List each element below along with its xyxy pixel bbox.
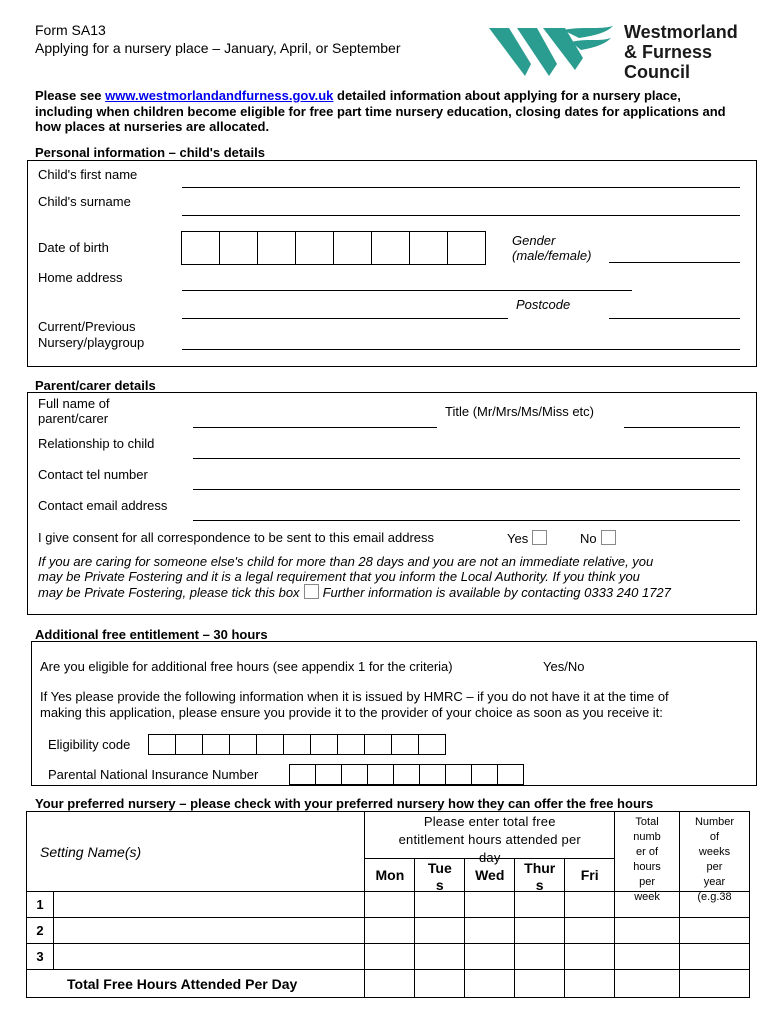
- dob-digit[interactable]: [182, 232, 220, 264]
- table-row: [27, 918, 750, 944]
- tel-label: Contact tel number: [38, 467, 148, 482]
- weeks-cell[interactable]: [680, 918, 750, 944]
- year-total-cell[interactable]: [680, 970, 750, 998]
- wed-cell[interactable]: [465, 918, 515, 944]
- parent-section-heading: Parent/carer details: [35, 378, 156, 393]
- fri-cell[interactable]: [565, 892, 615, 918]
- code-digit[interactable]: [203, 735, 230, 754]
- total-hours-cell[interactable]: [615, 944, 680, 970]
- consent-yes: [507, 530, 547, 546]
- tue-cell[interactable]: [415, 918, 465, 944]
- total-row: [27, 970, 750, 998]
- thur-cell[interactable]: [515, 892, 565, 918]
- child-surname-field[interactable]: [182, 215, 740, 216]
- thur-cell[interactable]: [515, 918, 565, 944]
- parent-name-field[interactable]: [193, 427, 437, 428]
- code-digit[interactable]: [338, 735, 365, 754]
- thur-header: Thur s: [515, 859, 565, 892]
- code-digit[interactable]: [419, 735, 445, 754]
- fostering-checkbox[interactable]: [304, 584, 319, 599]
- wed-cell[interactable]: [465, 944, 515, 970]
- ni-digit[interactable]: [446, 765, 472, 784]
- fostering-text-3: [38, 584, 671, 600]
- dob-digit[interactable]: [448, 232, 485, 264]
- eligible-question: Are you eligible for additional free hours (see appendix 1 for the criteria): [40, 659, 453, 674]
- dob-digit[interactable]: [296, 232, 334, 264]
- child-section-heading: Personal information – child's details: [35, 145, 265, 160]
- form-code: Form SA13: [35, 22, 106, 38]
- week-total-cell[interactable]: [615, 970, 680, 998]
- ni-digit[interactable]: [368, 765, 394, 784]
- mon-total-cell[interactable]: [365, 970, 415, 998]
- intro-text: Please see www.westmorlandandfurness.gov.uk detailed information about applying for a nursery place, including when children become eligible for free part time nursery education, closing dates for applications and how places at nurseries are allocated.: [35, 88, 726, 134]
- ni-digit[interactable]: [290, 765, 316, 784]
- council-logo-icon: [487, 24, 615, 80]
- ni-digit[interactable]: [498, 765, 523, 784]
- total-hours-week-header: Total numb er of hours per week: [615, 812, 680, 892]
- entitlement-info-1: If Yes please provide the following information when it is issued by HMRC – if you do not have it at the time of: [40, 689, 669, 704]
- nursery-label-2: Nursery/playgroup: [38, 335, 145, 350]
- mon-cell[interactable]: [365, 944, 415, 970]
- dob-label: Date of birth: [38, 240, 109, 255]
- home-address-field-2[interactable]: [182, 318, 508, 319]
- ni-number-label: Parental National Insurance Number: [48, 767, 259, 782]
- row-number: 1: [27, 892, 54, 918]
- setting-name-cell[interactable]: [53, 944, 364, 970]
- thur-total-cell[interactable]: [515, 970, 565, 998]
- mon-cell[interactable]: [365, 918, 415, 944]
- hours-per-day-header: Please enter total free entitlement hours attended per day: [365, 812, 615, 859]
- wed-total-cell[interactable]: [465, 970, 515, 998]
- code-digit[interactable]: [311, 735, 338, 754]
- ni-digit[interactable]: [394, 765, 420, 784]
- form-subtitle: Applying for a nursery place – January, April, or September: [35, 40, 401, 56]
- home-address-label: Home address: [38, 270, 123, 285]
- gender-field[interactable]: [609, 262, 740, 263]
- tue-header: Tue s: [415, 859, 465, 892]
- code-digit[interactable]: [230, 735, 257, 754]
- relationship-field[interactable]: [193, 458, 740, 459]
- wed-header: Wed: [465, 859, 515, 892]
- fri-cell[interactable]: [565, 944, 615, 970]
- nursery-heading: Your preferred nursery – please check with your preferred nursery how they can offer the free hours: [35, 796, 654, 811]
- dob-digit[interactable]: [410, 232, 448, 264]
- dob-digit[interactable]: [334, 232, 372, 264]
- council-website-link[interactable]: www.westmorlandandfurness.gov.uk: [105, 88, 334, 103]
- dob-digit[interactable]: [258, 232, 296, 264]
- weeks-per-year-header: Number of weeks per year (e.g.38: [680, 812, 750, 892]
- consent-no-label: No: [580, 531, 597, 546]
- mon-cell[interactable]: [365, 892, 415, 918]
- title-field[interactable]: [624, 427, 740, 428]
- tue-cell[interactable]: [415, 892, 465, 918]
- postcode-field[interactable]: [609, 318, 740, 319]
- setting-name-cell[interactable]: [53, 918, 364, 944]
- ni-digit[interactable]: [420, 765, 446, 784]
- mon-header: Mon: [365, 859, 415, 892]
- code-digit[interactable]: [149, 735, 176, 754]
- consent-no: [580, 530, 616, 546]
- code-digit[interactable]: [176, 735, 203, 754]
- code-digit[interactable]: [257, 735, 284, 754]
- relationship-label: Relationship to child: [38, 436, 155, 451]
- row-number: 3: [27, 944, 54, 970]
- dob-digit[interactable]: [220, 232, 258, 264]
- fostering-text-1: If you are caring for someone else's child for more than 28 days and you are not an immediate relative, you: [38, 554, 654, 569]
- eligible-yes-no[interactable]: Yes/No: [543, 659, 585, 674]
- consent-label: I give consent for all correspondence to be sent to this email address: [38, 530, 434, 545]
- row-number: 2: [27, 918, 54, 944]
- ni-digit[interactable]: [472, 765, 498, 784]
- dob-digit[interactable]: [372, 232, 410, 264]
- ni-digit[interactable]: [342, 765, 368, 784]
- consent-no-checkbox[interactable]: [601, 530, 616, 545]
- fostering-text-2: may be Private Fostering and it is a legal requirement that you inform the Local Authority. If you think you: [38, 569, 640, 584]
- previous-nursery-field[interactable]: [182, 349, 740, 350]
- tue-cell[interactable]: [415, 944, 465, 970]
- gender-hint: (male/female): [512, 248, 592, 263]
- ni-digit[interactable]: [316, 765, 342, 784]
- thur-cell[interactable]: [515, 944, 565, 970]
- entitlement-heading: Additional free entitlement – 30 hours: [35, 627, 268, 642]
- wed-cell[interactable]: [465, 892, 515, 918]
- code-digit[interactable]: [284, 735, 311, 754]
- parent-name-label-2: parent/carer: [38, 411, 109, 426]
- ni-number-field[interactable]: [289, 764, 524, 785]
- fri-cell[interactable]: [565, 918, 615, 944]
- email-field[interactable]: [193, 520, 740, 521]
- consent-yes-checkbox[interactable]: [532, 530, 547, 545]
- gender-label: Gender: [512, 233, 556, 248]
- home-address-field-1[interactable]: [182, 290, 632, 291]
- weeks-cell[interactable]: [680, 944, 750, 970]
- nursery-label-1: Current/Previous: [38, 319, 136, 334]
- postcode-label: Postcode: [516, 297, 571, 312]
- code-digit[interactable]: [365, 735, 392, 754]
- tel-field[interactable]: [193, 489, 740, 490]
- preferred-nursery-table: [26, 811, 750, 998]
- entitlement-info-2: making this application, please ensure you provide it to the provider of your choice as soon as you receive it:: [40, 705, 663, 720]
- fri-total-cell[interactable]: [565, 970, 615, 998]
- fostering-contact: Further information is available by contacting 0333 240 1727: [322, 585, 671, 600]
- title-label: Title (Mr/Mrs/Ms/Miss etc): [445, 404, 594, 419]
- fostering-prompt: may be Private Fostering, please tick this box: [38, 585, 300, 600]
- consent-yes-label: Yes: [507, 531, 529, 546]
- table-row: [27, 944, 750, 970]
- eligibility-code-label: Eligibility code: [48, 737, 131, 752]
- parent-name-label-1: Full name of: [38, 396, 110, 411]
- code-digit[interactable]: [392, 735, 419, 754]
- child-first-name-field[interactable]: [182, 187, 740, 188]
- child-surname-label: Child's surname: [38, 194, 131, 209]
- tue-total-cell[interactable]: [415, 970, 465, 998]
- total-hours-cell[interactable]: [615, 918, 680, 944]
- fri-header: Fri: [565, 859, 615, 892]
- child-first-name-label: Child's first name: [38, 167, 138, 182]
- eligibility-code-field[interactable]: [148, 734, 446, 755]
- setting-name-cell[interactable]: [53, 892, 364, 918]
- dob-field[interactable]: [181, 231, 486, 265]
- total-row-label: Total Free Hours Attended Per Day: [27, 970, 365, 998]
- council-name: Westmorland & Furness Council: [624, 22, 738, 82]
- setting-name-header: Setting Name(s): [27, 812, 365, 892]
- email-label: Contact email address: [38, 498, 168, 513]
